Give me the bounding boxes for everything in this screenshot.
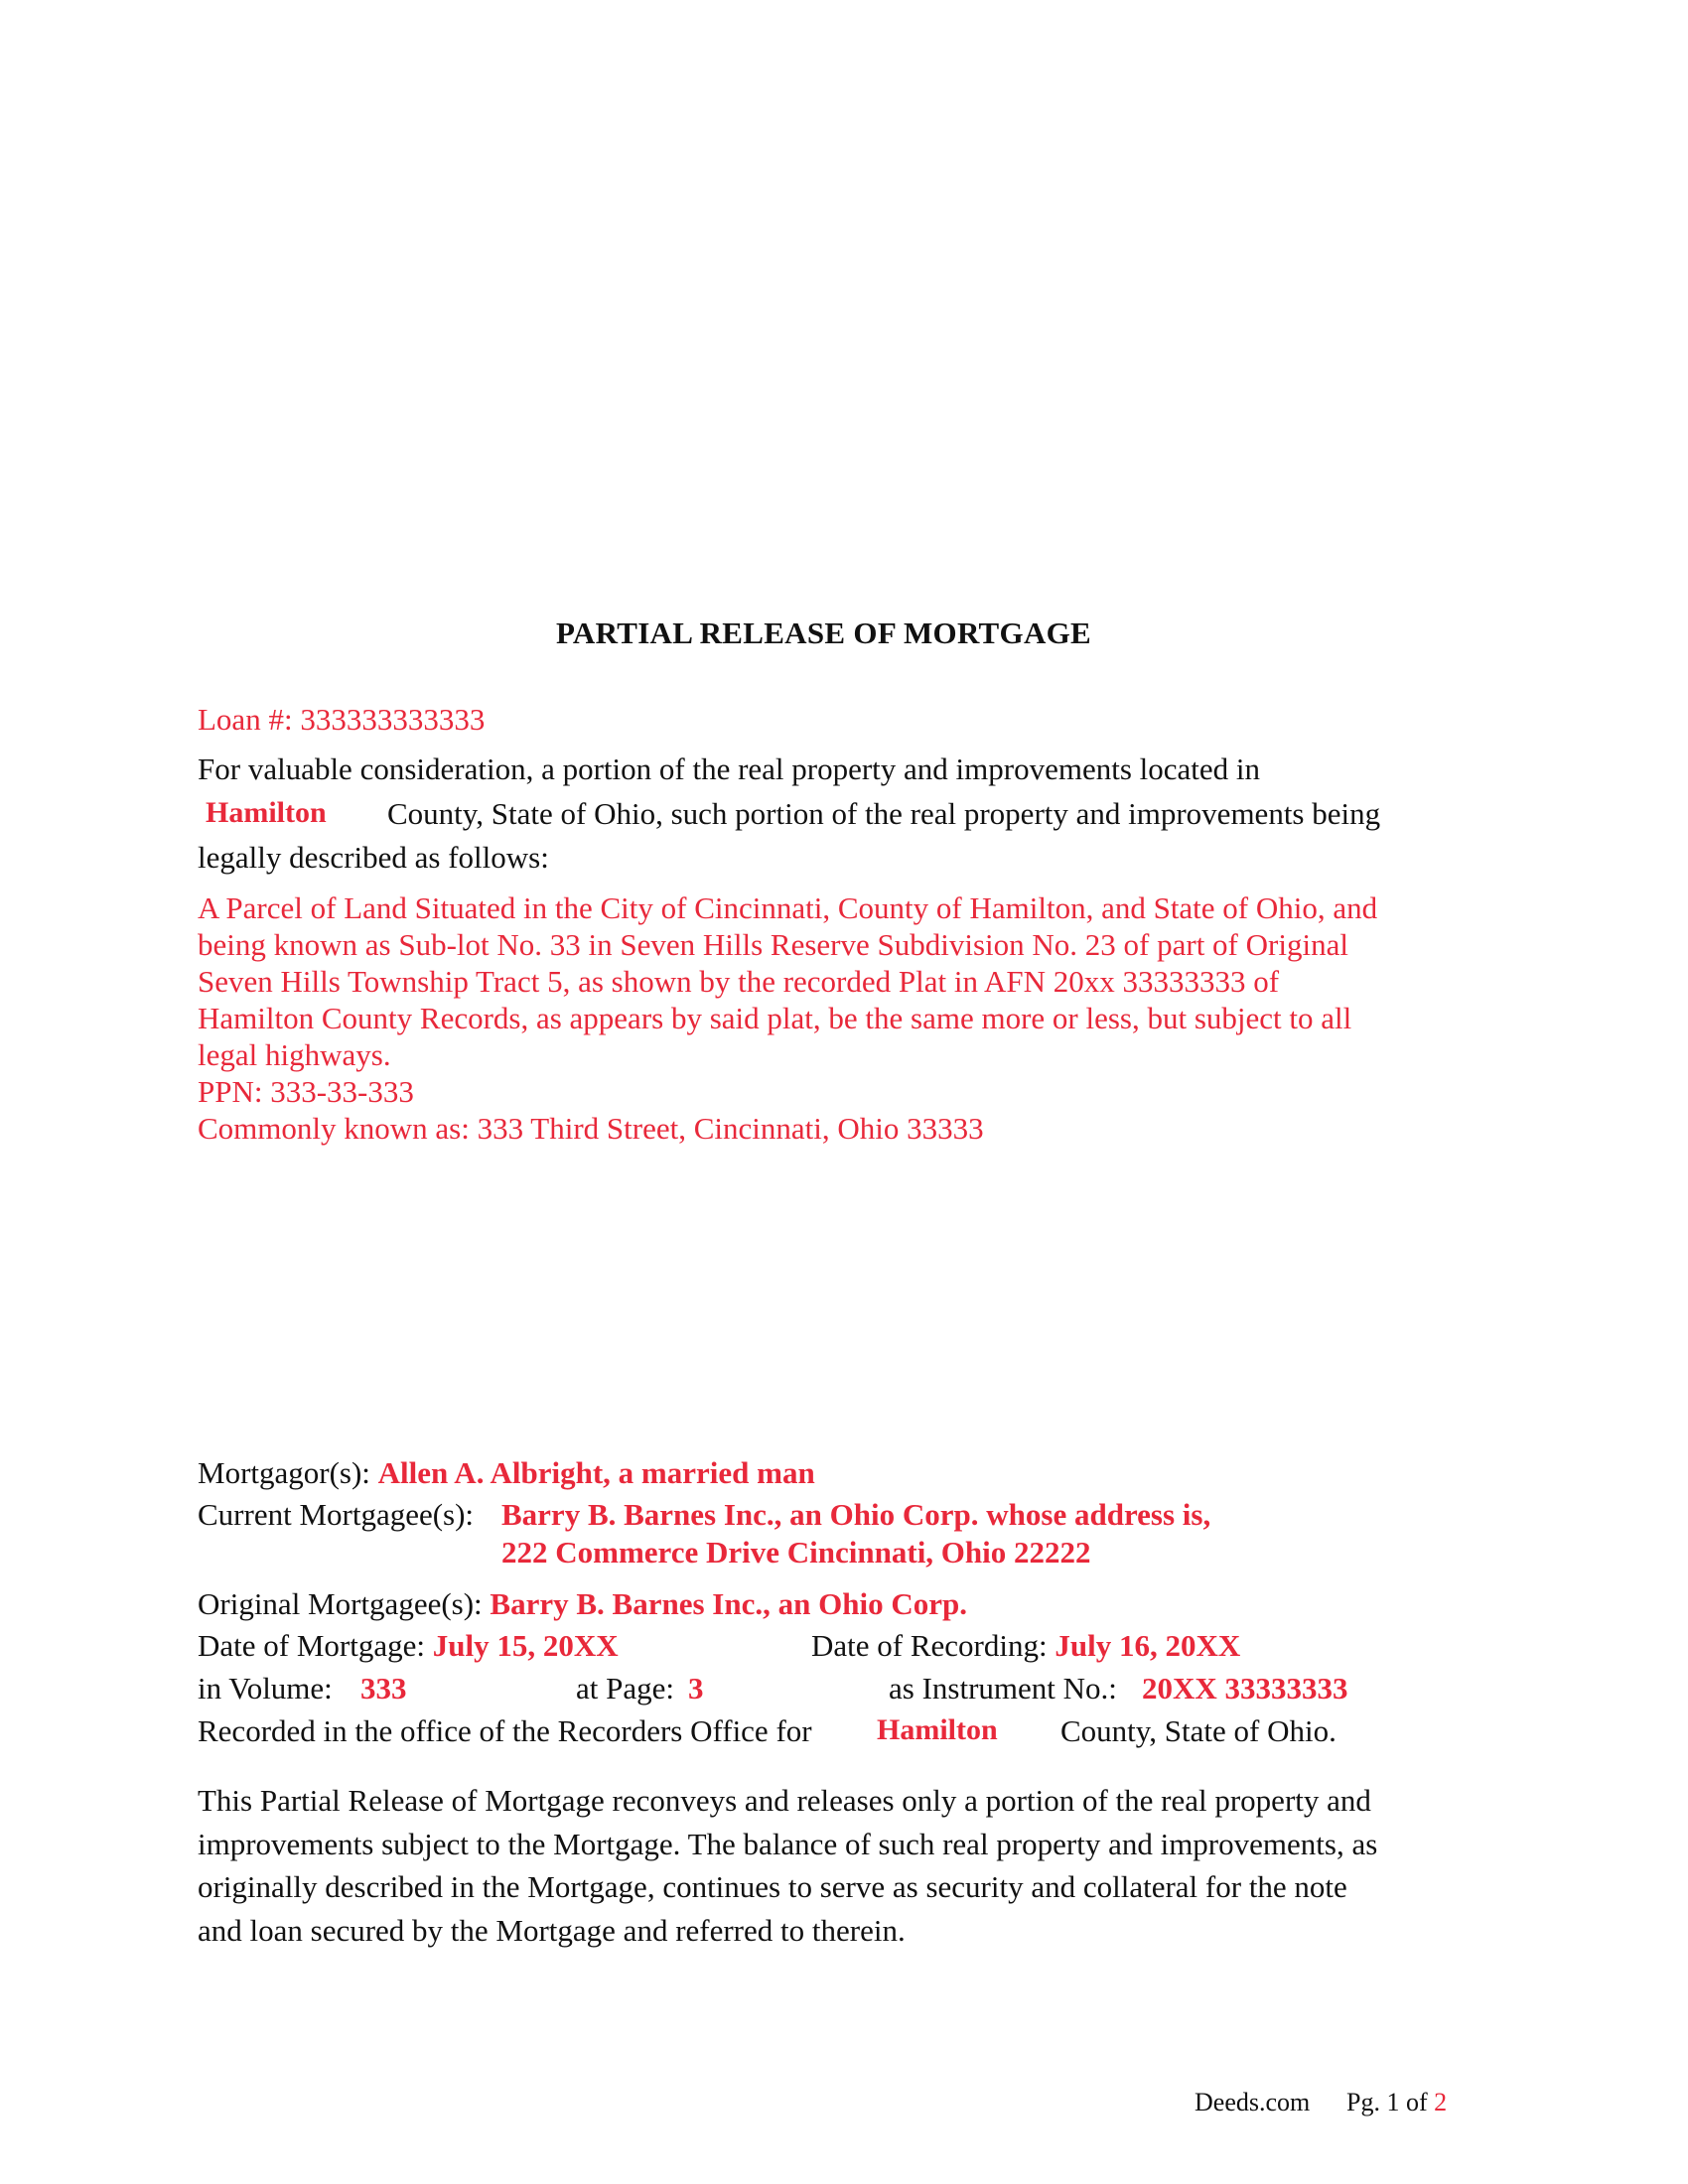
- current-mortgagee-label: Current Mortgagee(s):: [198, 1497, 475, 1532]
- original-mortgagee-label: Original Mortgagee(s):: [198, 1586, 483, 1621]
- mortgagor-line: [198, 1455, 815, 1491]
- date-of-mortgage-value: July 15, 20XX: [432, 1628, 619, 1663]
- closing-line: and loan secured by the Mortgage and referred to therein.: [198, 1912, 906, 1948]
- date-of-recording-value: July 16, 20XX: [1055, 1628, 1241, 1663]
- instrument-label: as Instrument No.:: [889, 1671, 1117, 1706]
- date-of-mortgage-line: [198, 1628, 619, 1664]
- ppn: PPN: 333-33-333: [198, 1074, 414, 1109]
- current-mortgagee-line-2: 222 Commerce Drive Cincinnati, Ohio 22222: [501, 1535, 1091, 1570]
- recorded-office-prefix: Recorded in the office of the Recorders Office for: [198, 1713, 812, 1748]
- legal-line: A Parcel of Land Situated in the City of Cincinnati, County of Hamilton, and State of Ohio, and: [198, 890, 1378, 925]
- loan-number: 333333333333: [300, 702, 486, 737]
- loan-number-line: [198, 702, 485, 738]
- closing-line: originally described in the Mortgage, continues to serve as security and collateral for the note: [198, 1869, 1347, 1904]
- page-label: at Page:: [576, 1671, 674, 1706]
- legal-line: legal highways.: [198, 1037, 391, 1072]
- intro-line-3: legally described as follows:: [198, 840, 549, 875]
- recorded-office-suffix: County, State of Ohio.: [1060, 1713, 1336, 1748]
- current-mortgagee-line-1: Barry B. Barnes Inc., an Ohio Corp. whose address is,: [501, 1497, 1211, 1532]
- closing-paragraph: [198, 1779, 1508, 1952]
- footer-page-indicator: [1346, 2088, 1447, 2117]
- volume-value: 333: [360, 1671, 407, 1706]
- date-of-mortgage-label: Date of Mortgage:: [198, 1628, 425, 1663]
- intro-line-1: For valuable consideration, a portion of the real property and improvements located in: [198, 751, 1261, 786]
- recorded-office-county: Hamilton: [877, 1713, 998, 1746]
- closing-line: This Partial Release of Mortgage reconveys and releases only a portion of the real property and: [198, 1783, 1371, 1818]
- mortgagor-label: Mortgagor(s):: [198, 1455, 370, 1490]
- original-mortgagee-line: [198, 1586, 967, 1622]
- footer-brand: Deeds.com: [1195, 2088, 1311, 2116]
- footer-page-label: Pg. 1 of: [1346, 2088, 1428, 2116]
- intro-county: Hamilton: [206, 796, 327, 829]
- loan-label: Loan #:: [198, 702, 293, 737]
- date-of-recording-line: [811, 1628, 1240, 1664]
- legal-line: being known as Sub-lot No. 33 in Seven Hills Reserve Subdivision No. 23 of part of Original: [198, 927, 1348, 962]
- page-value: 3: [688, 1671, 704, 1706]
- legal-line: Seven Hills Township Tract 5, as shown by the recorded Plat in AFN 20xx 33333333 of: [198, 964, 1280, 999]
- instrument-value: 20XX 33333333: [1142, 1671, 1348, 1706]
- legal-description: [198, 889, 1508, 1147]
- volume-label: in Volume:: [198, 1671, 333, 1706]
- document-title: PARTIAL RELEASE OF MORTGAGE: [556, 615, 1092, 650]
- original-mortgagee-value: Barry B. Barnes Inc., an Ohio Corp.: [490, 1586, 967, 1621]
- mortgagor-value: Allen A. Albright, a married man: [377, 1455, 815, 1490]
- intro-line-2: County, State of Ohio, such portion of the real property and improvements being: [387, 796, 1381, 831]
- closing-line: improvements subject to the Mortgage. The balance of such real property and improvements, as: [198, 1826, 1378, 1861]
- footer-total-pages: 2: [1434, 2088, 1448, 2116]
- legal-line: Hamilton County Records, as appears by said plat, be the same more or less, but subject to all: [198, 1001, 1352, 1035]
- date-of-recording-label: Date of Recording:: [811, 1628, 1048, 1663]
- commonly-known-as: Commonly known as: 333 Third Street, Cincinnati, Ohio 33333: [198, 1111, 984, 1146]
